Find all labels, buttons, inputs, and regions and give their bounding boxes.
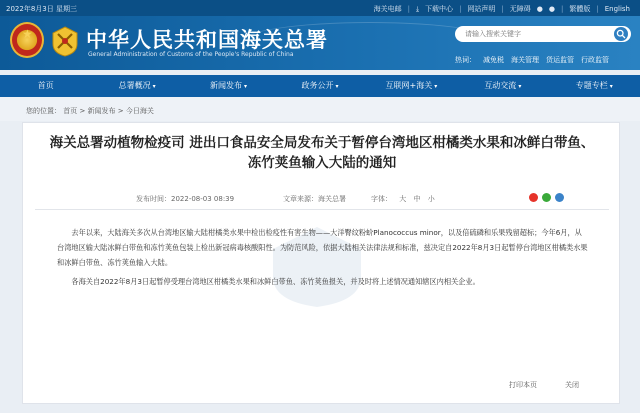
customs-emblem-icon — [50, 24, 80, 58]
breadcrumb-separator: > — [77, 107, 88, 115]
nav-item-interaction[interactable]: 互动交流 ▾ — [484, 81, 522, 90]
nav-item-internet-customs[interactable]: 互联网+海关 ▾ — [385, 81, 438, 90]
hot-word[interactable]: 海关管理 — [511, 56, 539, 64]
download-center-link[interactable]: 下载中心 — [425, 5, 454, 13]
article-body — [57, 225, 589, 293]
font-size-label: 字体： — [371, 195, 392, 203]
close-button[interactable]: 关闭 — [565, 381, 579, 389]
article-source: 文章来源：海关总署 — [283, 195, 346, 203]
article-card — [22, 122, 620, 404]
chevron-down-icon: ▾ — [609, 83, 613, 90]
article-footer — [509, 380, 579, 390]
site-name[interactable]: 中华人民共和国海关总署 — [86, 27, 328, 52]
download-icon: ⤓ — [415, 4, 420, 13]
chevron-down-icon: ▾ — [152, 83, 156, 90]
hot-words — [455, 55, 609, 65]
breadcrumb-prefix: 您的位置： — [26, 107, 61, 115]
divider: | — [561, 5, 564, 13]
mail-link[interactable]: 海关电邮 — [373, 5, 402, 13]
font-size-controls — [371, 194, 440, 204]
top-utility-bar — [0, 0, 640, 16]
more-share-icon[interactable] — [555, 193, 564, 202]
breadcrumb-home[interactable]: 首页 — [63, 107, 78, 115]
font-size-medium[interactable]: 中 — [413, 195, 421, 203]
hot-word[interactable]: 货运监管 — [546, 56, 574, 64]
search-input[interactable]: 请输入搜索关键字 — [465, 30, 521, 38]
divider: | — [596, 5, 599, 13]
chevron-down-icon: ▾ — [434, 83, 438, 90]
breadcrumb-separator: > — [115, 107, 126, 115]
accessibility-link[interactable]: 无障碍 — [509, 5, 531, 13]
nav-item-news[interactable]: 新闻发布 ▾ — [210, 81, 248, 90]
nav-item-government-affairs[interactable]: 政务公开 ▾ — [301, 81, 339, 90]
wechat-share-icon[interactable] — [542, 193, 551, 202]
chevron-down-icon: ▾ — [335, 83, 339, 90]
site-statement-link[interactable]: 网站声明 — [467, 5, 496, 13]
national-emblem-icon — [10, 22, 44, 58]
star-icon: ★ — [22, 27, 33, 41]
divider: | — [501, 5, 504, 13]
traditional-chinese-link[interactable]: 繁體版 — [569, 5, 591, 13]
breadcrumb — [0, 97, 640, 121]
print-button[interactable]: 打印本页 — [509, 381, 537, 389]
hot-word[interactable]: 行政监管 — [581, 56, 609, 64]
breadcrumb-today-customs[interactable]: 今日海关 — [125, 107, 154, 115]
nav-item-special-topics[interactable]: 专题专栏 ▾ — [575, 81, 613, 90]
font-size-small[interactable]: 小 — [427, 195, 435, 203]
site-name-english: General Administration of Customs of the People's Republic of China — [88, 51, 294, 58]
weibo-share-icon[interactable] — [529, 193, 538, 202]
site-header — [0, 16, 640, 70]
search-icon[interactable] — [614, 27, 628, 41]
breadcrumb-news[interactable]: 新闻发布 — [87, 107, 116, 115]
nav-item-home[interactable]: 首页 — [37, 81, 54, 90]
hot-words-label: 热词： — [455, 56, 476, 64]
utility-links — [374, 4, 630, 14]
font-size-large[interactable]: 大 — [399, 195, 407, 203]
nav-item-overview[interactable]: 总署概况 ▾ — [118, 81, 156, 90]
current-date: 2022年8月3日 星期三 — [6, 5, 77, 13]
wechat-icon[interactable]: ● — [548, 5, 555, 13]
search-box[interactable] — [455, 26, 631, 42]
article-paragraph: 去年以来，大陆海关多次从台湾地区输大陆柑橘类水果中检出检疫性有害生物——大洋臀纹粉蚧Planococcus minor，以及倍硫磷和乐果残留超标；今年6月，从台湾地区输大陆冰鲜白带鱼和冻竹荚鱼包装上检出新冠病毒核酸阳性。为防范风险，依据大陆相关法律法规和标准，兹决定自2022年8月3日起暂停台湾地区柑橘类水果和冰鲜白带鱼、冻竹荚鱼输入大陆。 — [57, 228, 588, 267]
hot-word[interactable]: 减免税 — [483, 56, 504, 64]
publish-time: 发布时间：2022-08-03 08:39 — [136, 195, 235, 203]
divider — [35, 209, 609, 210]
main-nav — [0, 75, 640, 97]
divider: | — [407, 5, 410, 13]
chevron-down-icon: ▾ — [518, 83, 522, 90]
share-buttons — [529, 193, 564, 202]
article-title: 海关总署动植物检疫司 进出口食品安全局发布关于暂停台湾地区柑橘类水果和冰鲜白带鱼、冻竹荚鱼输入大陆的通知 — [49, 135, 595, 171]
divider: | — [459, 5, 462, 13]
weibo-icon[interactable]: ● — [536, 5, 543, 13]
english-link[interactable]: English — [604, 5, 630, 13]
chevron-down-icon: ▾ — [244, 83, 248, 90]
article-paragraph: 各海关自2022年8月3日起暂停受理台湾地区柑橘类水果和冰鲜白带鱼、冻竹荚鱼报关，并及时将上述情况通知辖区内相关企业。 — [71, 277, 480, 286]
